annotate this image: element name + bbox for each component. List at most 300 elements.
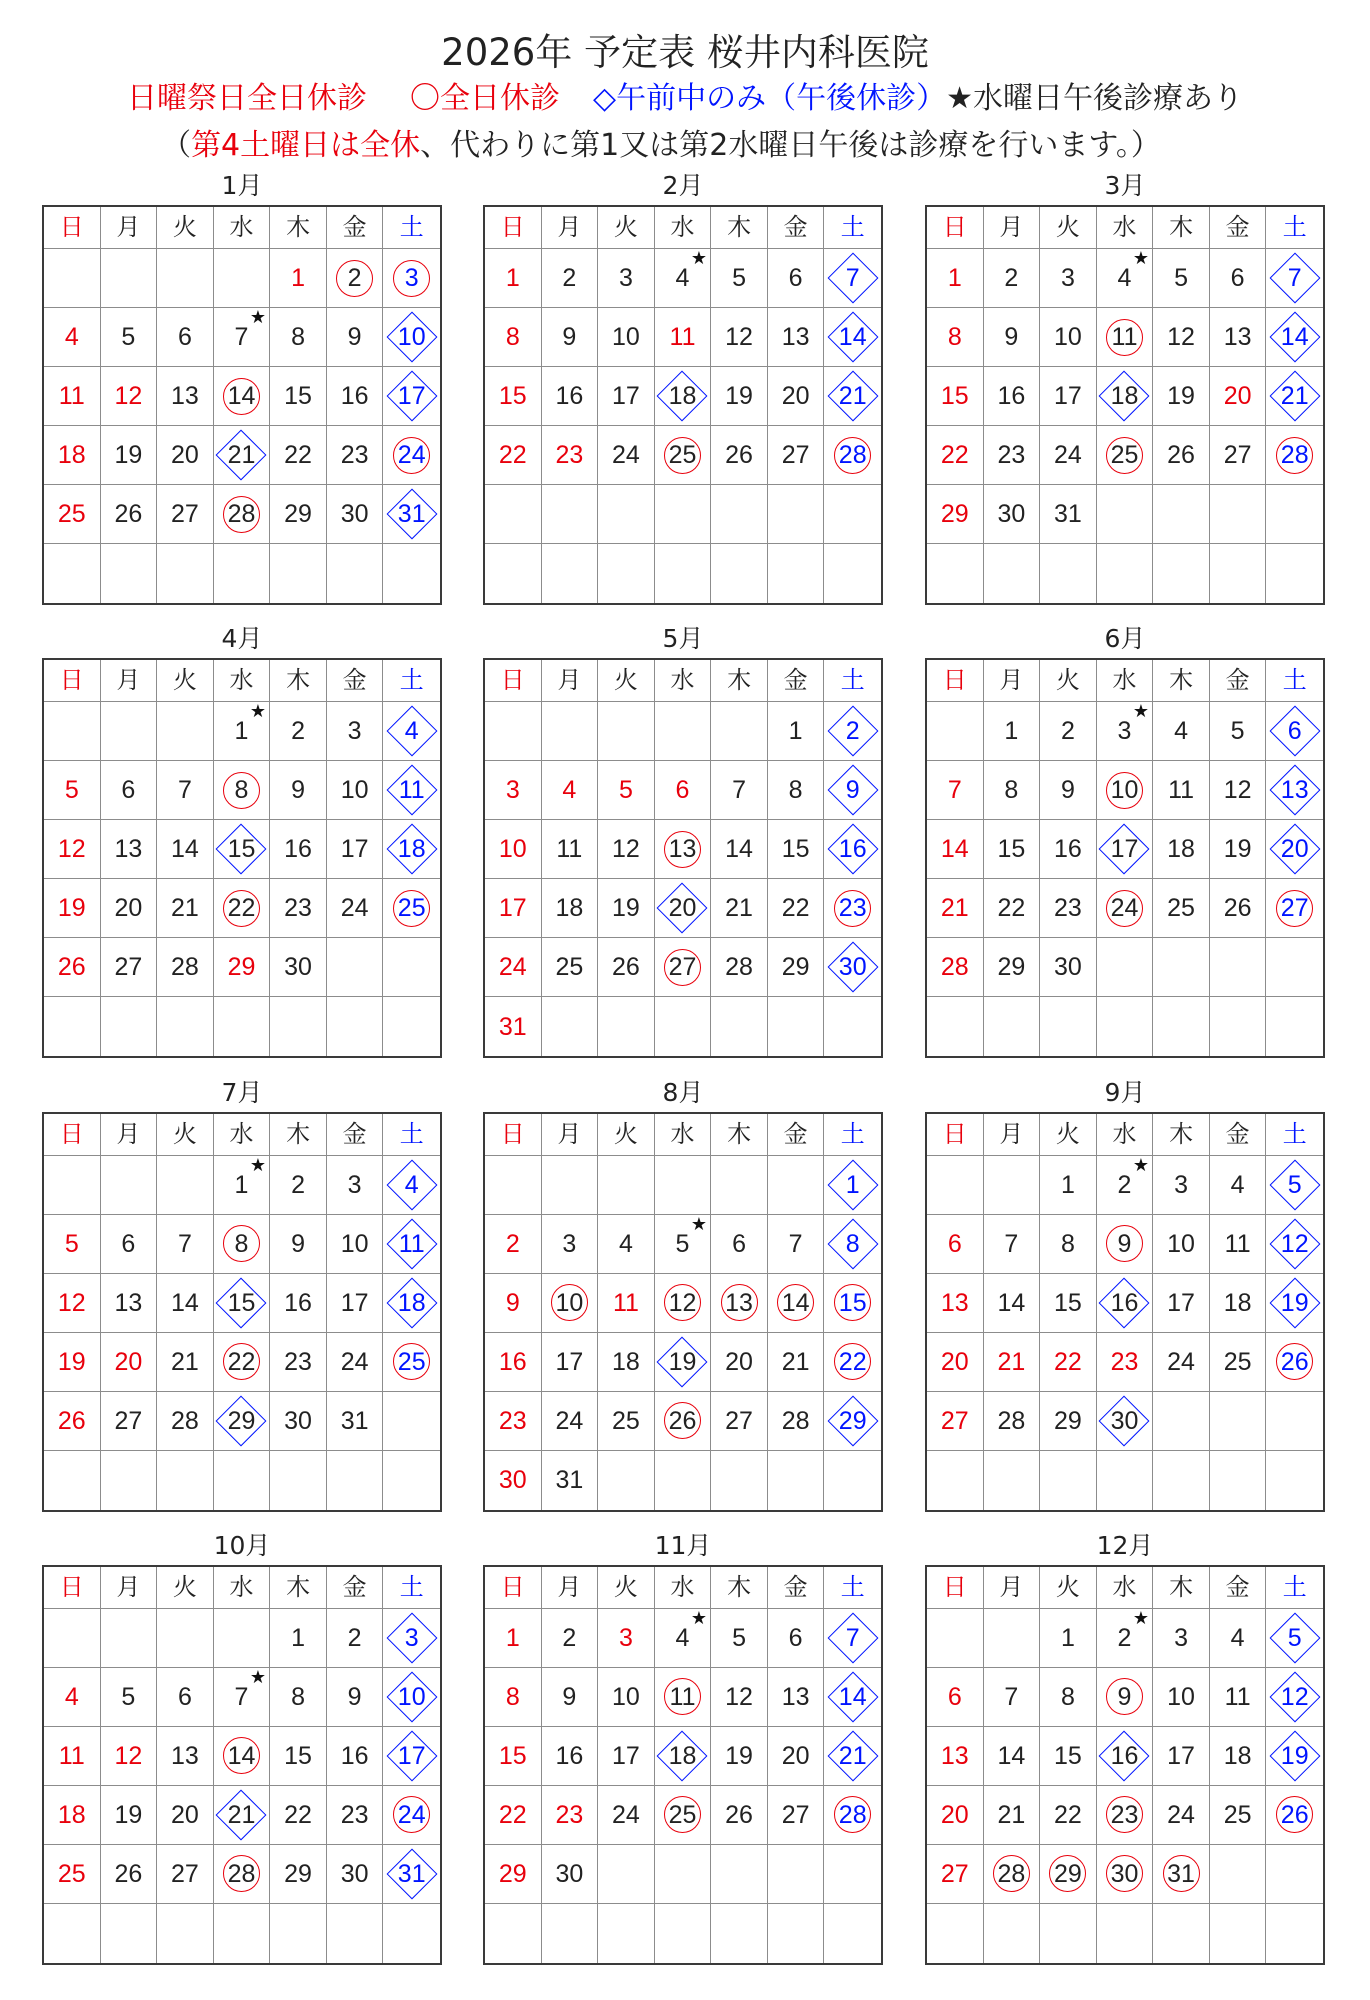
day-cell: [1040, 879, 1097, 938]
day-number: 31: [397, 500, 426, 528]
weekday-header: 日: [485, 1567, 542, 1609]
day-cell: [327, 249, 384, 308]
day-number: 14: [838, 1682, 867, 1711]
day-number: 20: [1280, 835, 1309, 864]
empty-cell: [44, 249, 101, 308]
day-cell: [214, 1274, 271, 1333]
day-number: 22: [227, 1347, 256, 1376]
calendar-grid: [42, 658, 442, 1058]
empty-cell: [598, 1156, 655, 1215]
day-number: 7: [177, 776, 192, 805]
day-cell: [270, 1333, 327, 1392]
day-cell: [542, 938, 599, 997]
empty-cell: [44, 702, 101, 761]
empty-cell: [711, 1451, 768, 1510]
day-number: 29: [838, 1406, 867, 1435]
note-open-paren: （: [161, 128, 192, 163]
empty-cell: [711, 1904, 768, 1963]
day-number: 26: [668, 1406, 697, 1435]
day-cell: [542, 1451, 599, 1510]
day-cell: [270, 485, 327, 544]
day-number: 29: [940, 500, 969, 528]
empty-cell: [1040, 997, 1097, 1056]
empty-cell: [157, 1904, 214, 1963]
day-cell: [542, 1609, 599, 1668]
weekday-header: 日: [927, 1114, 984, 1156]
star-icon: [248, 1156, 267, 1175]
weekday-header: 土: [1266, 660, 1323, 702]
day-number: 14: [227, 382, 256, 410]
day-number: 8: [947, 323, 962, 351]
day-cell: [1097, 879, 1154, 938]
day-number: 16: [498, 1347, 527, 1376]
day-cell: [927, 367, 984, 426]
day-cell: [44, 1786, 101, 1845]
weekday-header: 月: [101, 207, 158, 249]
weekday-header: 土: [824, 660, 881, 702]
empty-cell: [542, 1904, 599, 1963]
day-cell: [1266, 1609, 1323, 1668]
day-number: 26: [1280, 1800, 1309, 1829]
day-number: 17: [1054, 382, 1082, 410]
day-number: 15: [498, 382, 527, 410]
day-cell: [485, 426, 542, 485]
schedule-note: [0, 126, 1322, 166]
empty-cell: [214, 997, 271, 1056]
weekday-header: 金: [1210, 207, 1267, 249]
empty-cell: [824, 1451, 881, 1510]
day-cell: [270, 1786, 327, 1845]
month-title: 2月: [662, 171, 704, 200]
day-cell: [1153, 761, 1210, 820]
day-number: 1: [1004, 717, 1019, 746]
day-cell: [824, 1156, 881, 1215]
day-number: 5: [1287, 1623, 1302, 1652]
weekday-header: 日: [927, 207, 984, 249]
day-number: 14: [781, 1288, 810, 1317]
day-cell: [270, 1609, 327, 1668]
day-number: 5: [675, 1229, 690, 1258]
day-cell: [1097, 1392, 1154, 1451]
empty-cell: [270, 1451, 327, 1510]
day-number: 31: [555, 1466, 584, 1495]
day-cell: [1040, 1845, 1097, 1904]
day-cell: [1097, 1668, 1154, 1727]
day-cell: [542, 1333, 599, 1392]
day-cell: [1266, 879, 1323, 938]
day-number: 3: [1060, 264, 1075, 292]
weekday-header: 金: [768, 1114, 825, 1156]
empty-cell: [327, 1451, 384, 1510]
day-number: 6: [788, 1623, 803, 1652]
day-number: 4: [404, 717, 419, 746]
day-number: 19: [57, 1347, 86, 1376]
day-cell: [270, 1727, 327, 1786]
day-number: 30: [340, 1859, 369, 1888]
empty-cell: [44, 997, 101, 1056]
month-calendar: [925, 1074, 1325, 1512]
day-cell: [157, 1392, 214, 1451]
day-number: 16: [284, 1288, 312, 1317]
day-cell: [927, 308, 984, 367]
day-number: 19: [57, 894, 86, 923]
day-number: 26: [114, 1859, 143, 1888]
day-number: 10: [1054, 323, 1082, 351]
weekday-header: 水: [655, 207, 712, 249]
day-cell: [824, 820, 881, 879]
day-number: 21: [838, 382, 867, 410]
day-cell: [984, 1215, 1041, 1274]
day-number: 20: [781, 382, 810, 410]
day-number: 31: [498, 1012, 527, 1041]
day-number: 21: [781, 1347, 810, 1376]
weekday-header: 木: [1153, 660, 1210, 702]
day-cell: [1210, 1215, 1267, 1274]
day-cell: [1097, 1274, 1154, 1333]
weekday-header: 月: [984, 1114, 1041, 1156]
empty-cell: [101, 1451, 158, 1510]
day-number: 13: [781, 323, 810, 351]
day-cell: [214, 1392, 271, 1451]
day-number: 19: [725, 382, 753, 410]
day-number: 22: [781, 894, 810, 923]
day-cell: [270, 1392, 327, 1451]
day-cell: [655, 820, 712, 879]
day-number: 6: [947, 1682, 962, 1711]
day-number: 16: [1110, 1741, 1139, 1770]
empty-cell: [157, 1451, 214, 1510]
day-cell: [655, 308, 712, 367]
day-cell: [157, 879, 214, 938]
month-title: 12月: [1096, 1530, 1154, 1560]
day-cell: [1040, 1609, 1097, 1668]
weekday-header: 火: [157, 207, 214, 249]
day-cell: [1266, 1274, 1323, 1333]
day-number: 1: [788, 717, 803, 746]
day-cell: [824, 879, 881, 938]
day-number: 15: [940, 382, 969, 410]
empty-cell: [383, 997, 440, 1056]
day-cell: [383, 426, 440, 485]
empty-cell: [984, 1451, 1041, 1510]
day-number: 20: [940, 1347, 969, 1376]
day-cell: [1210, 820, 1267, 879]
day-cell: [598, 761, 655, 820]
day-cell: [327, 1392, 384, 1451]
weekday-header: 水: [1097, 207, 1154, 249]
month-title: 11月: [654, 1530, 712, 1560]
day-cell: [383, 308, 440, 367]
day-number: 13: [114, 1288, 143, 1317]
day-cell: [44, 1668, 101, 1727]
day-number: 27: [940, 1859, 969, 1888]
day-number: 15: [1054, 1288, 1082, 1317]
star-icon: [248, 308, 267, 327]
empty-cell: [1097, 544, 1154, 603]
day-cell: [655, 367, 712, 426]
day-cell: [485, 1609, 542, 1668]
day-cell: [383, 1845, 440, 1904]
day-number: 16: [340, 1741, 369, 1770]
day-cell: [44, 1727, 101, 1786]
day-number: 6: [121, 776, 136, 805]
day-cell: [1210, 1156, 1267, 1215]
day-cell: [824, 249, 881, 308]
weekday-header: 木: [711, 1567, 768, 1609]
day-cell: [542, 249, 599, 308]
day-cell: [101, 426, 158, 485]
day-number: 25: [57, 500, 86, 528]
day-number: 16: [997, 382, 1026, 410]
empty-cell: [542, 997, 599, 1056]
day-number: 24: [498, 953, 527, 982]
empty-cell: [768, 1451, 825, 1510]
day-cell: [1153, 308, 1210, 367]
day-cell: [1097, 820, 1154, 879]
empty-cell: [655, 702, 712, 761]
day-cell: [101, 1668, 158, 1727]
day-cell: [1097, 367, 1154, 426]
empty-cell: [214, 249, 271, 308]
day-cell: [485, 1845, 542, 1904]
day-number: 20: [171, 441, 199, 469]
day-number: 3: [1117, 717, 1132, 746]
day-cell: [1153, 1274, 1210, 1333]
day-number: 29: [227, 953, 256, 982]
day-cell: [655, 1668, 712, 1727]
day-cell: [1266, 1333, 1323, 1392]
day-cell: [768, 1609, 825, 1668]
day-number: 13: [114, 835, 143, 864]
day-number: 15: [997, 835, 1026, 864]
day-number: 18: [1223, 1288, 1252, 1317]
day-cell: [598, 1668, 655, 1727]
day-number: 27: [781, 1800, 810, 1829]
weekday-header: 木: [1153, 207, 1210, 249]
day-number: 7: [1004, 1229, 1019, 1258]
weekday-header: 金: [768, 1567, 825, 1609]
day-number: 11: [669, 1682, 696, 1711]
day-number: 26: [57, 953, 86, 982]
day-cell: [542, 367, 599, 426]
day-number: 19: [668, 1347, 697, 1376]
weekday-header: 日: [44, 207, 101, 249]
empty-cell: [824, 1904, 881, 1963]
day-number: 8: [234, 776, 249, 805]
day-number: 25: [1223, 1347, 1252, 1376]
empty-cell: [598, 702, 655, 761]
day-cell: [214, 820, 271, 879]
month-title: 1月: [221, 171, 263, 200]
day-cell: [1097, 1786, 1154, 1845]
day-number: 4: [64, 1682, 79, 1711]
day-cell: [1153, 820, 1210, 879]
day-cell: [157, 1215, 214, 1274]
weekday-header: 木: [711, 207, 768, 249]
day-cell: [655, 249, 712, 308]
empty-cell: [542, 702, 599, 761]
empty-cell: [1153, 1904, 1210, 1963]
day-number: 19: [1280, 1288, 1309, 1317]
day-number: 11: [1168, 776, 1195, 805]
day-number: 17: [1167, 1288, 1195, 1317]
day-number: 20: [114, 1347, 143, 1376]
empty-cell: [383, 938, 440, 997]
weekday-header: 金: [327, 1567, 384, 1609]
day-number: 18: [668, 1741, 697, 1770]
day-number: 25: [612, 1406, 640, 1435]
day-cell: [824, 1668, 881, 1727]
day-number: 21: [940, 894, 969, 923]
day-cell: [824, 1333, 881, 1392]
empty-cell: [984, 1904, 1041, 1963]
empty-cell: [1210, 938, 1267, 997]
month-calendar: [925, 620, 1325, 1058]
day-number: 4: [1230, 1623, 1245, 1652]
day-cell: [1210, 1333, 1267, 1392]
day-cell: [44, 367, 101, 426]
empty-cell: [1097, 1904, 1154, 1963]
day-cell: [270, 761, 327, 820]
empty-cell: [157, 249, 214, 308]
day-cell: [711, 1668, 768, 1727]
day-number: 1: [291, 1623, 306, 1652]
day-number: 27: [114, 953, 143, 982]
day-number: 1: [234, 1170, 249, 1199]
empty-cell: [927, 1904, 984, 1963]
day-number: 23: [1110, 1347, 1139, 1376]
day-number: 4: [618, 1229, 633, 1258]
day-number: 9: [1117, 1682, 1132, 1711]
day-cell: [598, 1215, 655, 1274]
day-cell: [598, 308, 655, 367]
day-cell: [1040, 938, 1097, 997]
day-cell: [1040, 761, 1097, 820]
day-number: 26: [1223, 894, 1252, 923]
month-title: 10月: [213, 1530, 271, 1560]
empty-cell: [214, 1451, 271, 1510]
day-number: 25: [397, 1347, 426, 1376]
day-cell: [542, 1392, 599, 1451]
weekday-header: 火: [1040, 1567, 1097, 1609]
day-cell: [768, 1392, 825, 1451]
day-cell: [383, 879, 440, 938]
day-number: 18: [397, 835, 426, 864]
calendar-grid: [42, 205, 442, 605]
day-number: 21: [997, 1800, 1026, 1829]
day-cell: [655, 1786, 712, 1845]
weekday-header: 木: [1153, 1567, 1210, 1609]
day-number: 5: [64, 776, 79, 805]
star-icon: [1131, 1156, 1150, 1175]
day-number: 26: [57, 1406, 86, 1435]
day-number: 27: [725, 1406, 753, 1435]
day-number: 12: [668, 1288, 697, 1317]
day-number: 12: [1280, 1229, 1309, 1258]
day-number: 25: [668, 441, 697, 469]
empty-cell: [101, 997, 158, 1056]
day-number: 17: [1167, 1741, 1195, 1770]
day-cell: [485, 1727, 542, 1786]
day-number: 14: [171, 835, 199, 864]
day-number: 6: [732, 1229, 747, 1258]
day-cell: [327, 1786, 384, 1845]
empty-cell: [984, 1609, 1041, 1668]
calendar-grid: [42, 1565, 442, 1965]
day-number: 19: [725, 1741, 753, 1770]
day-cell: [768, 1333, 825, 1392]
day-number: 13: [171, 382, 199, 410]
day-number: 24: [1167, 1347, 1195, 1376]
day-cell: [711, 820, 768, 879]
day-cell: [598, 249, 655, 308]
day-number: 5: [732, 264, 747, 292]
day-number: 7: [845, 1623, 860, 1652]
day-number: 21: [1280, 382, 1309, 410]
empty-cell: [327, 997, 384, 1056]
day-number: 5: [1287, 1170, 1302, 1199]
day-cell: [270, 1845, 327, 1904]
day-cell: [655, 1215, 712, 1274]
day-number: 24: [1054, 441, 1082, 469]
day-cell: [711, 1609, 768, 1668]
day-cell: [485, 1392, 542, 1451]
empty-cell: [598, 997, 655, 1056]
month-calendar: [42, 1527, 442, 1965]
weekday-header: 月: [984, 1567, 1041, 1609]
day-cell: [327, 1668, 384, 1727]
weekday-header: 金: [1210, 660, 1267, 702]
month-calendar: [42, 620, 442, 1058]
month-title: 7月: [221, 1077, 263, 1107]
day-cell: [824, 1786, 881, 1845]
day-number: 18: [1110, 382, 1139, 410]
day-cell: [1097, 1609, 1154, 1668]
star-icon: [1131, 1609, 1150, 1628]
day-number: 9: [1060, 776, 1075, 805]
day-cell: [1040, 820, 1097, 879]
day-cell: [824, 702, 881, 761]
calendar-grid: [483, 205, 883, 605]
day-number: 8: [845, 1229, 860, 1258]
day-number: 4: [1117, 264, 1132, 292]
day-cell: [1153, 367, 1210, 426]
day-number: 12: [1167, 323, 1195, 351]
day-cell: [157, 1333, 214, 1392]
empty-cell: [655, 485, 712, 544]
empty-cell: [44, 1609, 101, 1668]
day-cell: [824, 938, 881, 997]
day-cell: [984, 761, 1041, 820]
day-number: 9: [1004, 323, 1019, 351]
day-number: 30: [284, 1406, 312, 1435]
day-number: 29: [1054, 1859, 1082, 1888]
day-cell: [598, 938, 655, 997]
day-cell: [542, 1727, 599, 1786]
day-cell: [655, 938, 712, 997]
weekday-header: 水: [214, 1114, 271, 1156]
empty-cell: [1266, 1392, 1323, 1451]
day-number: 30: [997, 500, 1026, 528]
day-number: 25: [1110, 441, 1139, 469]
day-cell: [984, 1274, 1041, 1333]
empty-cell: [1266, 544, 1323, 603]
day-number: 29: [284, 1859, 312, 1888]
day-number: 27: [940, 1406, 969, 1435]
weekday-header: 水: [655, 660, 712, 702]
day-cell: [1153, 1786, 1210, 1845]
day-cell: [598, 1333, 655, 1392]
